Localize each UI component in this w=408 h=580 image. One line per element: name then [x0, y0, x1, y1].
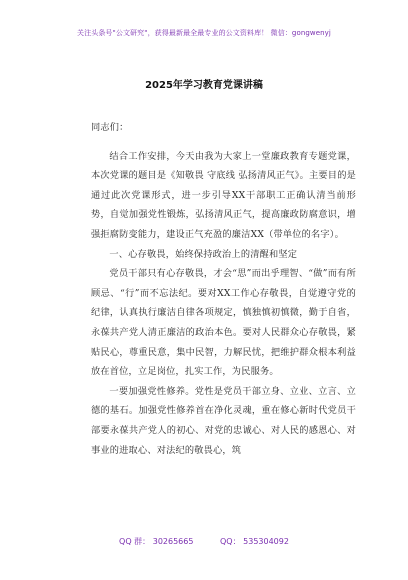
paragraph-party-spirit: 一要加强党性修养。党性是党员干部立身、立业、立言、立德的基石。加强党性修养首在净化灵魂，重在修心新时代党员干部要永葆共产党人的初心、对党的忠诚心、对人民的感恩心、对事业的进取心、对法纪的敬畏心，筑 — [91, 385, 356, 456]
paragraph-intro: 结合工作安排，今天由我为大家上一堂廉政教育专题党课，本次党课的题目是《知敬畏 守底线 弘扬清风正气》。主要目的是通过此次党课形式，进一步引导XX干部职工正确认清当前形势，自觉加强党性锻炼，弘扬清风正气，提高廉政防腐意识，增强拒腐防变能力，建设正气充盈的廉洁XX（带单位的名字）。 — [91, 150, 356, 240]
document-body — [91, 118, 356, 460]
paragraph-awe: 党员干部只有心存敬畏，才会“思”而出乎理智、“做”而有所顾忌、“行”而不忘法纪。要对XX工作心存敬畏，自觉遵守党的纪律，认真执行廉洁自律各项规定，慎独慎初慎微，勤于自省，永葆共产党人清正廉洁的政治本色。要对人民群众心存敬畏，紧贴民心，尊重民意，集中民智，力解民忧，把维护群众根本利益放在首位，立足岗位，扎实工作，为民服务。 — [91, 268, 356, 378]
footer-contact — [0, 536, 408, 547]
header-promo-note: 关注头条号"公文研究"，获得最新最全最专业的公文资料库！ 微信：gongwenyj — [77, 29, 331, 37]
document-title: 2025年学习教育党课讲稿 — [145, 80, 263, 91]
salutation: 同志们： — [91, 122, 129, 133]
footer-qq-group: QQ 群： 30265665 — [119, 537, 194, 546]
section-heading-one: 一、心存敬畏，始终保持政治上的清醒和坚定 — [109, 248, 298, 260]
footer-qq-number: QQ： 535304092 — [220, 537, 289, 546]
